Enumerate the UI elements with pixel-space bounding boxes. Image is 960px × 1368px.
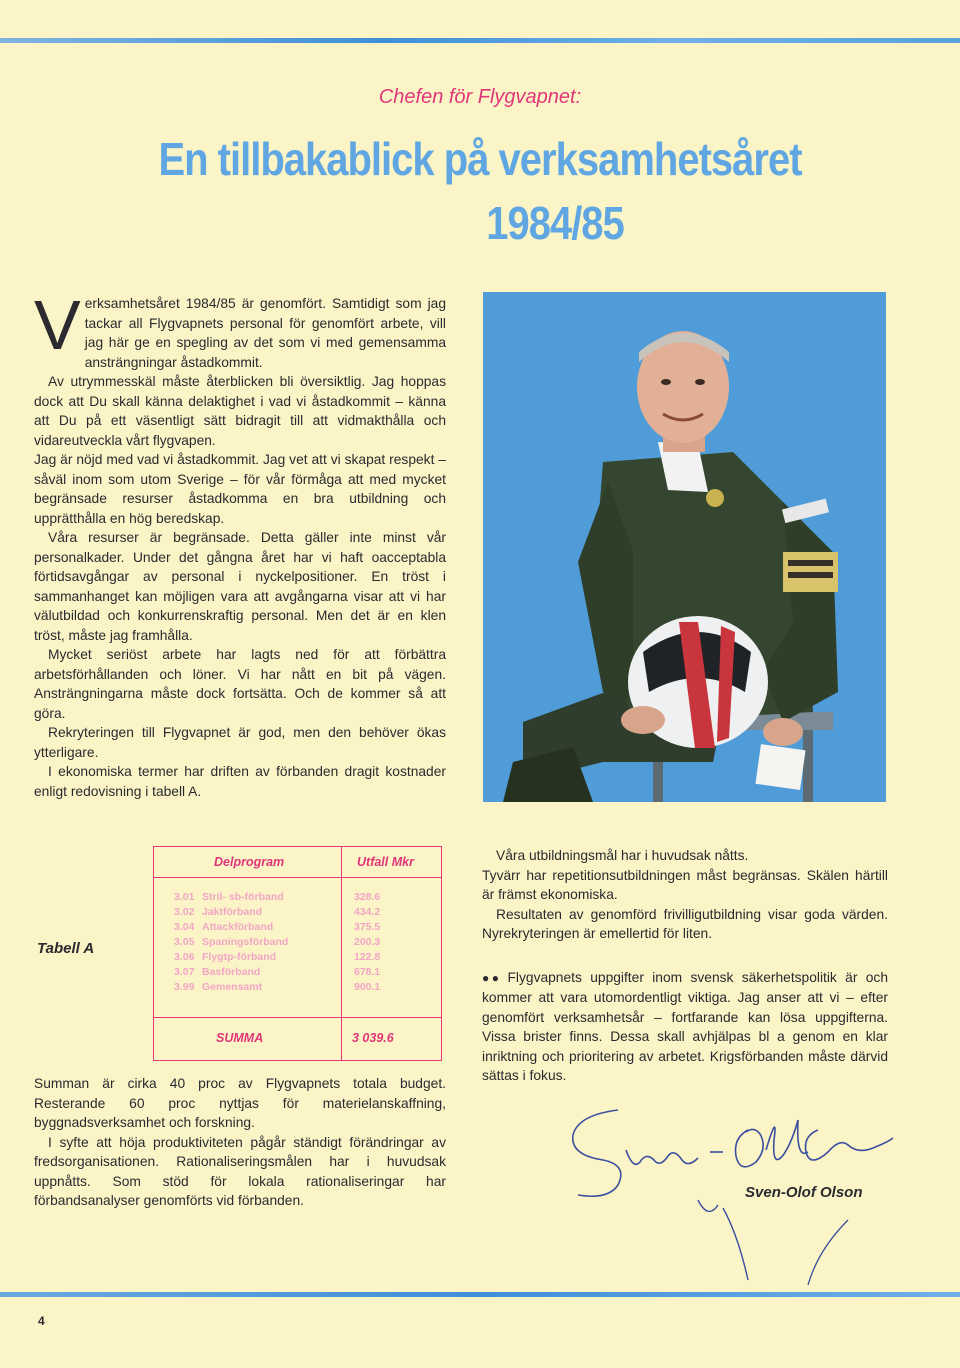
row-value: 122.8	[354, 951, 381, 963]
portrait-illustration	[483, 292, 886, 802]
table-row	[154, 921, 441, 936]
row-code: 3.01	[174, 891, 195, 903]
row-value: 200.3	[354, 936, 381, 948]
table-label: Tabell A	[37, 940, 95, 957]
row-name: Spaningsförband	[202, 936, 289, 948]
table-row	[154, 891, 441, 906]
intro-column	[34, 286, 446, 801]
row-name: Attackförband	[202, 921, 274, 933]
table-sum-label: SUMMA	[216, 1031, 264, 1045]
signature-name: Sven-Olof Olson	[745, 1184, 863, 1201]
paragraph: Våra utbildningsmål har i huvudsak nåtts.	[496, 848, 749, 863]
table-rows	[154, 891, 441, 996]
table-row	[154, 906, 441, 921]
spacer	[482, 944, 888, 968]
row-code: 3.02	[174, 906, 195, 918]
row-value: 328.6	[354, 891, 381, 903]
table-sum-value: 3 039.6	[352, 1031, 394, 1045]
page-number: 4	[38, 1314, 45, 1328]
paragraph: Summan är cirka 40 proc av Flygvapnets totala budget. Resterande 60 proc nyttjas för materielanskaffning, byggnadsverksamhet och forskning.	[34, 1076, 446, 1130]
drop-cap: V	[34, 286, 81, 364]
row-value: 678.1	[354, 966, 381, 978]
paragraph: Resultaten av genomförd frivilligutbildning visar goda värden. Nyrekryteringen är emellertid för liten.	[482, 906, 888, 941]
after-table-text	[34, 1074, 446, 1211]
row-code: 3.04	[174, 921, 195, 933]
paragraph: erksamhetsåret 1984/85 är genomfört. Samtidigt som jag tackar all Flygvapnets personal för genomfört arbete, vill jag här ge en spegling av det som vi med gemensamma ansträngningar åstadkommit.	[84, 296, 446, 370]
paragraph: I syfte att höja produktiviteten pågår ständigt förändringar av fredsorganisationen. Rationaliseringsmålen har i huvudsak uppnåtts. Som stöd för lokala rationaliseringar har förbandsanalyser genomförts vid förbanden.	[34, 1134, 446, 1208]
title-year: 1984/85	[486, 198, 624, 250]
table-row	[154, 981, 441, 996]
page-title: En tillbakablick på verksamhetsåret	[158, 134, 802, 186]
bullet-text: Flygvapnets uppgifter inom svensk säkerhetspolitik är och kommer att vara utomordentligt viktiga. Jag anser att vi – efter genomfört verksamhetsår – fortfarande kan lösa uppgifterna. Vissa brister finns. Dessa skall avhjälpas bl a genom en klar inriktning och prioritering av arbetet. Krigsförbanden måste därvid sättas i fokus.	[482, 969, 889, 1083]
table-row	[154, 951, 441, 966]
paragraph: Rekryteringen till Flygvapnet är god, men den behöver ökas ytterligare.	[34, 725, 446, 760]
paragraph: I ekonomiska termer har driften av förbanden dragit kostnader enligt redovisning i tabell A.	[34, 764, 446, 799]
table-header-divider	[154, 877, 441, 878]
right-column	[482, 846, 888, 1086]
paragraph: Jag är nöjd med vad vi åstadkommit. Jag vet att vi skapat respekt – såväl inom som utom Sverige – för vår förmåga att med mycket begränsade resurser åstadkomma en bra utbildning och upprätthålla en hög beredskap.	[34, 452, 446, 526]
row-value: 434.2	[354, 906, 381, 918]
bottom-color-band	[0, 1292, 960, 1297]
paragraph: Mycket seriöst arbete har lagts ned för att förbättra arbetsförhållanden och löner. Vi har nått en bit på vägen. Ansträngningarna måste dock fortsätta. Och de kommer så att göra.	[34, 647, 446, 721]
row-name: Gemensamt	[202, 981, 263, 993]
row-value: 900.1	[354, 981, 381, 993]
paragraph: Av utrymmesskäl måste återblicken bli översiktlig. Jag hoppas dock att Du skall känna delaktighet i vad vi åstadkommit – känna att Du på ett väsentligt sätt bidragit till att vidmakthålla och vidareutveckla vårt flygvapen.	[34, 374, 446, 448]
row-value: 375.5	[354, 921, 381, 933]
row-code: 3.05	[174, 936, 195, 948]
paragraph: Tyvärr har repetitionsutbildningen måst begränsas. Skälen härtill är främst ekonomiska.	[482, 867, 888, 902]
table-sum-divider	[154, 1017, 441, 1018]
table-row	[154, 966, 441, 981]
budget-table	[153, 846, 442, 1061]
row-code: 3.99	[174, 981, 195, 993]
table-header-program: Delprogram	[214, 855, 285, 869]
row-code: 3.06	[174, 951, 195, 963]
table-row	[154, 936, 441, 951]
table-header-outcome: Utfall Mkr	[357, 855, 414, 869]
row-name: Basförband	[202, 966, 261, 978]
row-name: Flygtp-förband	[202, 951, 277, 963]
portrait-photo	[483, 292, 886, 802]
row-name: Stril- sb-förband	[202, 891, 284, 903]
bullet-dots-icon: ●●	[482, 970, 502, 985]
row-name: Jaktförband	[202, 906, 263, 918]
top-color-band	[0, 38, 960, 43]
kicker: Chefen för Flygvapnet:	[378, 86, 582, 108]
paragraph: Våra resurser är begränsade. Detta gäller inte minst vår personalkader. Under det gångna året har vi haft oacceptabla förtidsavgångar av personal i nyckelpositioner. En tröst i sammanhanget kan möjligen vara att avgångarna visar att vi har välutbildad och konkurrenskraftig personal. Men det är en klen tröst, måste jag framhålla.	[34, 530, 446, 643]
bullet-paragraph	[482, 968, 888, 1086]
row-code: 3.07	[174, 966, 195, 978]
